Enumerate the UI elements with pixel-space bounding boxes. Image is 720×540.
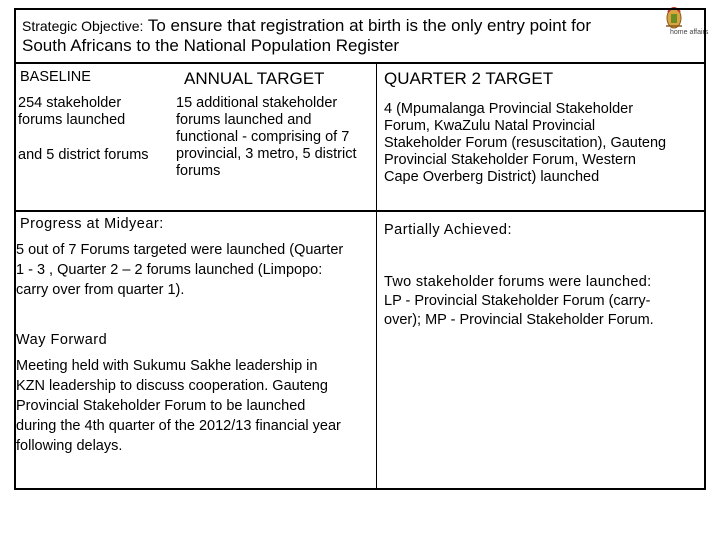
quarter-target-header: QUARTER 2 TARGET (384, 69, 554, 88)
way-forward-line: KZN leadership to discuss cooperation. Gauteng (16, 378, 328, 394)
annual-line: functional - comprising of 7 (176, 129, 350, 145)
status-subtitle: Two stakeholder forums were launched: (384, 274, 652, 290)
annual-target-header: ANNUAL TARGET (184, 69, 325, 88)
annual-line: forums launched and (176, 112, 312, 128)
baseline-line: 254 stakeholder (18, 95, 122, 111)
baseline-cell (18, 95, 149, 164)
objective-text-continued: South Africans to the National Population Register (22, 36, 400, 55)
quarter-line: Forum, KwaZulu Natal Provincial (384, 118, 596, 134)
logo-text: home affairs (670, 29, 709, 36)
progress-text (16, 242, 343, 299)
divider (14, 62, 706, 64)
divider (14, 210, 706, 212)
strategic-objective (22, 16, 702, 56)
baseline-line: and 5 district forums (18, 147, 149, 163)
quarter-target-cell (384, 101, 666, 186)
baseline-header: BASELINE (20, 69, 91, 85)
annual-line: provincial, 3 metro, 5 district (176, 146, 357, 162)
progress-line: 5 out of 7 Forums targeted were launched (Quarter (16, 242, 344, 258)
way-forward-line: following delays. (16, 438, 123, 454)
status-line: LP - Provincial Stakeholder Forum (carry- (384, 293, 651, 309)
objective-text: To ensure that registration at birth is the only entry point for (147, 16, 591, 35)
status-title: Partially Achieved: (384, 222, 512, 238)
status-line: over); MP - Provincial Stakeholder Forum. (384, 312, 654, 328)
annual-line: forums (176, 163, 221, 179)
way-forward-title: Way Forward (16, 332, 108, 348)
progress-line: carry over from quarter 1). (16, 282, 185, 298)
quarter-line: Provincial Stakeholder Forum, Western (384, 152, 636, 168)
way-forward-text (16, 358, 341, 455)
objective-label: Strategic Objective: (22, 18, 144, 34)
progress-line: 1 - 3 , Quarter 2 – 2 forums launched (Limpopo: (16, 262, 323, 278)
progress-title: Progress at Midyear: (20, 216, 164, 232)
quarter-line: Cape Overberg District) launched (384, 169, 600, 185)
column-divider (376, 62, 377, 490)
way-forward-line: Provincial Stakeholder Forum to be launched (16, 398, 306, 414)
way-forward-line: Meeting held with Sukumu Sakhe leadership in (16, 358, 318, 374)
quarter-line: 4 (Mpumalanga Provincial Stakeholder (384, 101, 634, 117)
status-text (384, 293, 654, 329)
baseline-line: forums launched (18, 112, 126, 128)
quarter-line: Stakeholder Forum (resuscitation), Gauteng (384, 135, 667, 151)
way-forward-line: during the 4th quarter of the 2012/13 financial year (16, 418, 341, 434)
annual-line: 15 additional stakeholder (176, 95, 338, 111)
annual-target-cell (176, 95, 357, 180)
